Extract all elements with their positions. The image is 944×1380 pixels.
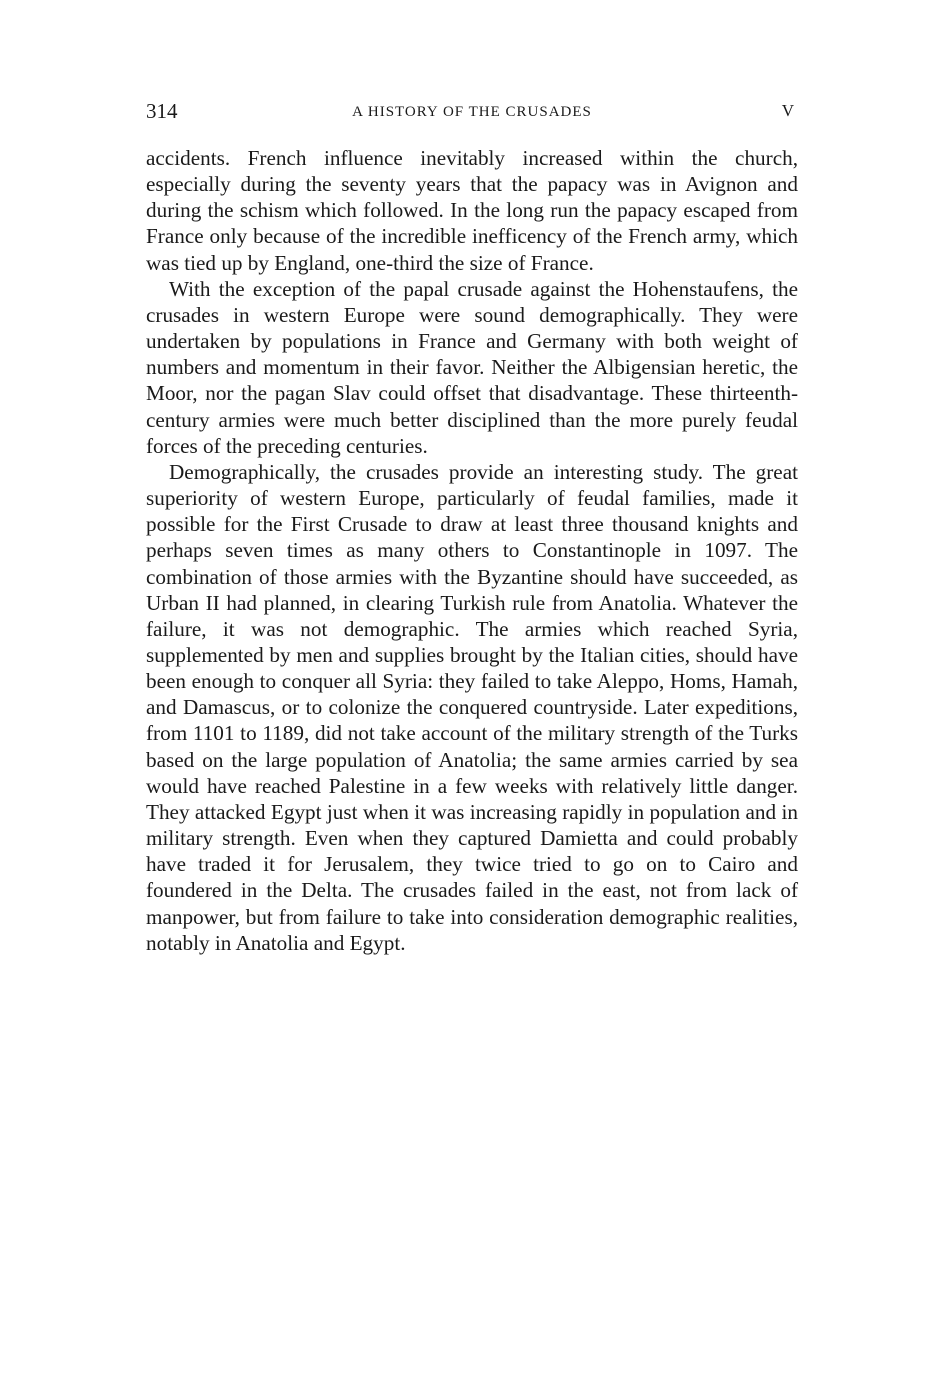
paragraph-continued: accidents. French influence inevitably increased within the church, especially during the seventy years that the papacy was in Avignon and during the schism which followed. In the long run the papacy escaped from France only because of the incredible inefficency of the French army, which was tied up by England, one-third the size of France. (146, 146, 798, 275)
running-head (146, 96, 798, 126)
paragraph-demographics: Demographically, the crusades provide an interesting study. The great superiority of western Europe, particularly of feudal families, made it possible for the First Crusade to draw at least three thousand knights and perhaps seven times as many others to Constantinople in 1097. The combination of those armies with the Byzantine should have succeeded, as Urban II had planned, in clearing Turkish rule from Anatolia. Whatever the failure, it was not demographic. The armies which reached Syria, supplemented by men and supplies brought by the Italian cities, should have been enough to conquer all Syria: they failed to take Aleppo, Homs, Hamah, and Damascus, or to colonize the conquered countryside. Later expeditions, from 1101 to 1189, did not take account of the military strength of the Turks based on the large population of Anatolia; the same armies carried by sea would have reached Palestine in a few weeks with relatively little danger. They attacked Egypt just when it was increasing rapidly in population and in military strength. Even when they captured Damietta and could probably have traded it for Jerusalem, they twice tried to go on to Cairo and foundered in the Delta. The crusades failed in the east, not from lack of manpower, but from failure to take into consideration demographic realities, notably in Anatolia and Egypt. (146, 459, 798, 955)
body-text (146, 145, 798, 956)
paragraph-western-crusades: With the exception of the papal crusade against the Hohenstaufens, the crusades in western Europe were sound demographically. They were undertaken by populations in France and Germany with both weight of numbers and momentum in their favor. Neither the Albigensian heretic, the Moor, nor the pagan Slav could offset that disadvantage. These thirteenth-century armies were much better disciplined than the more purely feudal forces of the preceding centuries. (146, 276, 798, 458)
part-numeral: V (781, 101, 794, 120)
running-title: A HISTORY OF THE CRUSADES (352, 104, 592, 120)
page-number: 314 (146, 99, 178, 123)
